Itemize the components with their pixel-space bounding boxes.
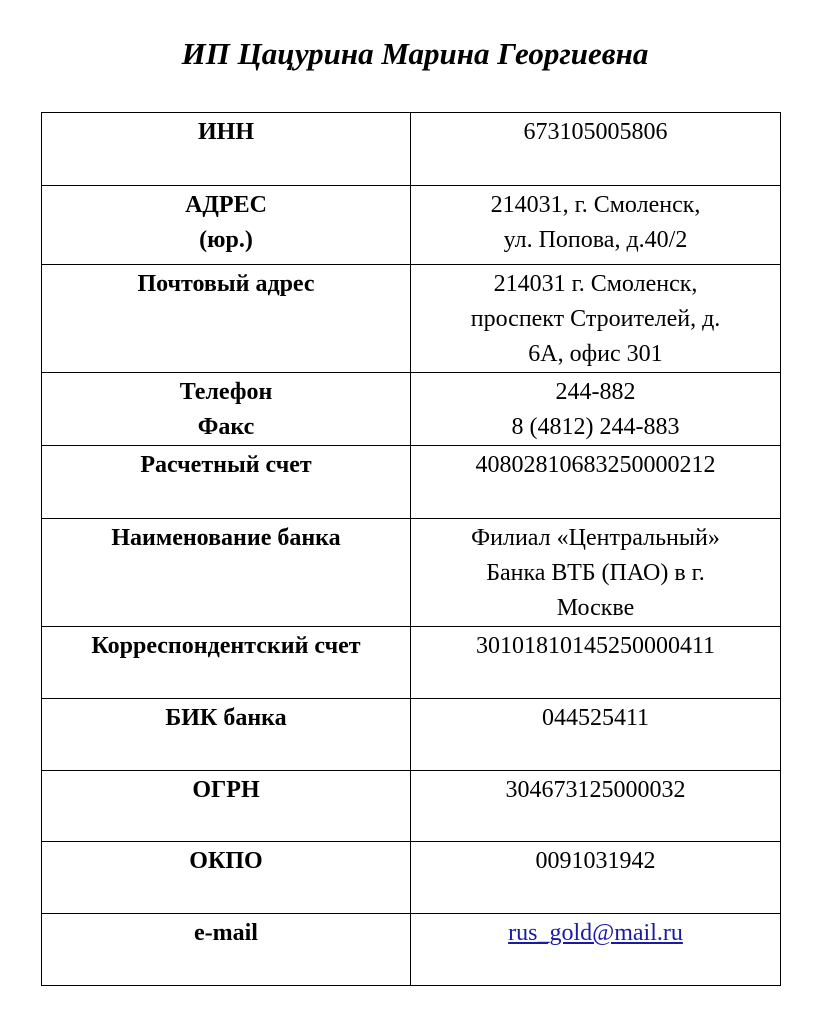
requisites-table [41,112,781,986]
label-inn [42,113,411,186]
label-text: Почтовый адрес [137,271,315,297]
value-postal-address [411,265,781,373]
value-text: 304673125000032 [505,777,686,803]
value-text: 6А, офис 301 [528,341,663,367]
document-title: ИП Цацурина Марина Георгиевна [181,36,649,71]
label-text: Наименование банка [111,525,341,551]
table-row [42,519,781,627]
value-text: Москве [556,595,635,621]
label-correspondent-account [42,627,411,699]
value-correspondent-account [411,627,781,699]
label-bik [42,699,411,771]
label-postal-address [42,265,411,373]
table-row [42,265,781,373]
label-text: Факс [197,414,255,440]
value-bank-name [411,519,781,627]
label-text: Расчетный счет [140,452,312,478]
label-text: ИНН [197,119,254,145]
value-text: Банка ВТБ (ПАО) в г. [486,560,705,586]
value-text: 0091031942 [535,848,656,874]
label-phone-fax [42,373,411,446]
label-okpo [42,842,411,914]
value-phone-fax [411,373,781,446]
table-row [42,446,781,519]
value-ogrn [411,771,781,842]
value-settlement-account [411,446,781,519]
label-ogrn [42,771,411,842]
label-text: ОГРН [192,777,260,803]
value-text: 8 (4812) 244-883 [511,414,680,440]
value-text: 244-882 [555,379,636,405]
value-inn [411,113,781,186]
value-text: 044525411 [541,705,650,731]
table-row [42,914,781,986]
label-legal-address [42,186,411,265]
value-text: проспект Строителей, д. [470,306,721,332]
value-text: 40802810683250000212 [475,452,716,478]
label-text: ОКПО [189,848,263,874]
label-email [42,914,411,986]
label-bank-name [42,519,411,627]
table-row [42,627,781,699]
table-row [42,113,781,186]
table-row [42,373,781,446]
table-row [42,699,781,771]
value-text: 673105005806 [523,119,668,145]
label-text: e-mail [194,920,258,946]
value-email [411,914,781,986]
value-text: 214031 г. Смоленск, [493,271,698,297]
value-text: ул. Попова, д.40/2 [503,227,688,253]
email-link[interactable]: rus_gold@mail.ru [508,920,683,946]
value-legal-address [411,186,781,265]
value-bik [411,699,781,771]
value-okpo [411,842,781,914]
table-row [42,186,781,265]
table-row [42,842,781,914]
label-text: БИК банка [165,705,287,731]
label-settlement-account [42,446,411,519]
value-text: 214031, г. Смоленск, [490,192,701,218]
label-text: (юр.) [199,227,253,253]
label-text: Корреспондентский счет [91,633,361,659]
label-text: Телефон [179,379,273,405]
label-text: АДРЕС [185,192,267,218]
value-text: 30101810145250000411 [475,633,716,659]
table-row [42,771,781,842]
value-text: Филиал «Центральный» [471,525,720,551]
